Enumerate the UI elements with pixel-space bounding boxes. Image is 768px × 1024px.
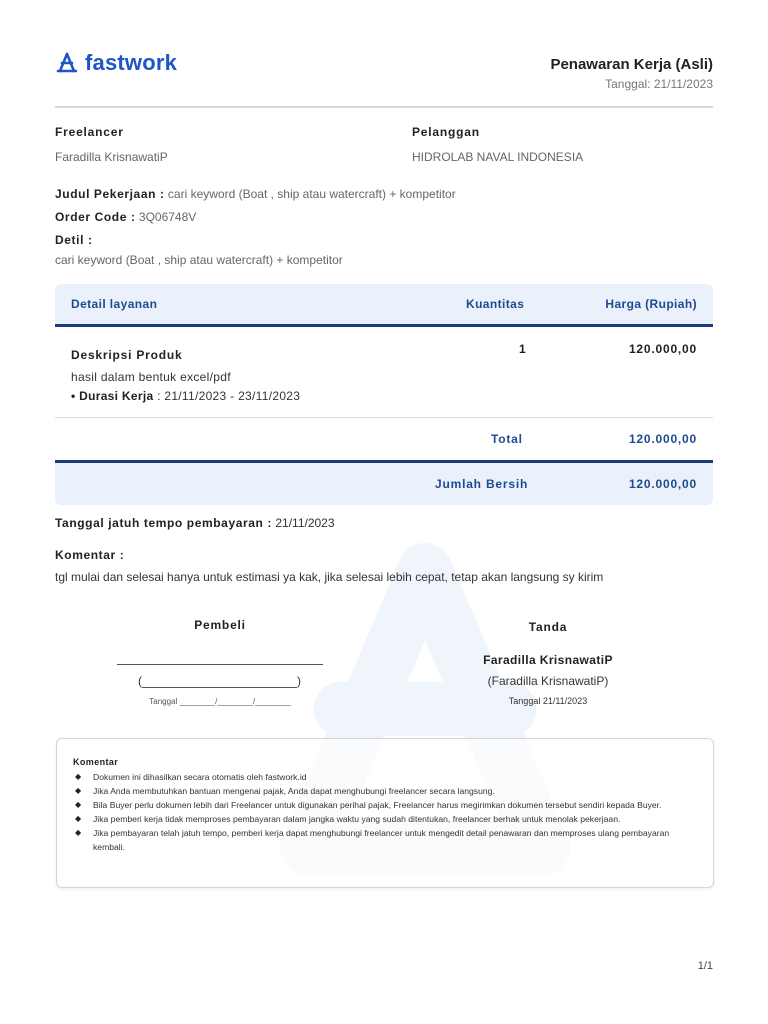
- net-total-row: [55, 460, 713, 505]
- order-code-label: Order Code :: [55, 210, 136, 224]
- notes-title: Komentar: [73, 757, 119, 767]
- job-title-value: cari keyword (Boat , ship atau watercraft) + kompetitor: [167, 187, 456, 201]
- buyer-label: Pembeli: [194, 618, 246, 632]
- order-code-value: 3Q06748V: [138, 210, 197, 224]
- buyer-paren-open: (: [138, 674, 142, 688]
- item-quantity: 1: [519, 342, 527, 356]
- document-date: Tanggal: 21/11/2023: [605, 77, 713, 91]
- order-code-line: [55, 210, 196, 224]
- sign-label: Tanda: [528, 620, 568, 634]
- job-title-label: Judul Pekerjaan :: [55, 187, 165, 201]
- note-text: Jika pemberi kerja tidak memproses pembayaran dalam jangka waktu yang sudah ditentukan, freelancer berhak untuk menolak pekerjaan.: [93, 814, 621, 824]
- signer-name-parenthetical: (Faradilla KrisnawatiP): [487, 674, 609, 688]
- detail-label: Detil :: [55, 233, 93, 247]
- total-value: 120.000,00: [628, 432, 697, 446]
- duration-label: • Durasi Kerja: [71, 389, 154, 403]
- freelancer-name: Faradilla KrisnawatiP: [55, 150, 168, 164]
- list-item: [75, 770, 695, 784]
- item-description: hasil dalam bentuk excel/pdf: [71, 370, 231, 384]
- header-price: Harga (Rupiah): [605, 297, 697, 311]
- detail-label-line: [55, 233, 93, 247]
- duration-value: : 21/11/2023 - 23/11/2023: [153, 389, 301, 403]
- net-label: Jumlah Bersih: [435, 477, 529, 491]
- table-row: [55, 327, 713, 418]
- list-item: [75, 784, 695, 798]
- note-text: Bila Buyer perlu dokumen lebih dari Freelancer untuk digunakan perihal pajak, Freelancer harus megirimkan dokumen tersebut sendiri kepada Buyer.: [93, 800, 662, 810]
- signer-name: Faradilla KrisnawatiP: [483, 653, 613, 667]
- notes-box: [56, 738, 714, 888]
- job-title-line: [55, 187, 456, 201]
- comment-text: tgl mulai dan selesai hanya untuk estimasi ya kak, jika selesai lebih cepat, tetap akan langsung sy kirim: [55, 570, 604, 584]
- note-text: Dokumen ini dihasilkan secara otomatis oleh fastwork.id: [93, 772, 307, 782]
- customer-name: HIDROLAB NAVAL INDONESIA: [412, 150, 584, 164]
- buyer-signature-line: [117, 664, 323, 665]
- net-value: 120.000,00: [628, 477, 697, 491]
- detail-value: cari keyword (Boat , ship atau watercraft) + kompetitor: [55, 253, 343, 267]
- item-duration: [71, 389, 300, 403]
- header-service: Detail layanan: [71, 297, 158, 311]
- due-date-line: [55, 516, 335, 530]
- diamond-bullet-icon: ◆: [75, 800, 82, 809]
- note-text: Jika pembayaran telah jatuh tempo, pemberi kerja dapat menghubungi freelancer untuk mengedit detail penawaran dan memproses ulang pembayaran kembali.: [93, 828, 670, 852]
- diamond-bullet-icon: ◆: [75, 786, 82, 795]
- total-label: Total: [491, 432, 523, 446]
- list-item: [75, 812, 695, 826]
- item-price: 120.000,00: [628, 342, 697, 356]
- customer-label: Pelanggan: [412, 125, 480, 139]
- buyer-paren-close: ): [297, 674, 301, 688]
- buyer-date: Tanggal ________/________/________: [149, 697, 291, 706]
- list-item: [75, 798, 695, 812]
- service-table-header: [55, 284, 713, 327]
- comment-label-line: [55, 548, 124, 562]
- fastwork-logo-icon: [55, 51, 79, 75]
- brand-logo: [55, 50, 177, 76]
- header-quantity: Kuantitas: [466, 297, 525, 311]
- due-date-value: 21/11/2023: [272, 516, 335, 530]
- diamond-bullet-icon: ◆: [75, 828, 82, 837]
- total-row: [55, 418, 713, 460]
- comment-label: Komentar :: [55, 548, 125, 562]
- list-item: [75, 826, 695, 854]
- page-number: 1/1: [697, 960, 713, 972]
- diamond-bullet-icon: ◆: [75, 814, 82, 823]
- item-name: Deskripsi Produk: [71, 348, 183, 362]
- signer-date: Tanggal 21/11/2023: [508, 696, 588, 706]
- freelancer-label: Freelancer: [55, 125, 124, 139]
- diamond-bullet-icon: ◆: [75, 772, 82, 781]
- brand-name: fastwork: [85, 50, 178, 75]
- notes-list: [75, 770, 695, 854]
- header-divider: [55, 106, 713, 108]
- buyer-name-field: [138, 674, 301, 688]
- document-title: Penawaran Kerja (Asli): [550, 56, 713, 73]
- due-date-label: Tanggal jatuh tempo pembayaran :: [55, 516, 273, 530]
- note-text: Jika Anda membutuhkan bantuan mengenai pajak, Anda dapat menghubungi freelancer secara langsung.: [93, 786, 495, 796]
- buyer-name-line: [142, 676, 297, 688]
